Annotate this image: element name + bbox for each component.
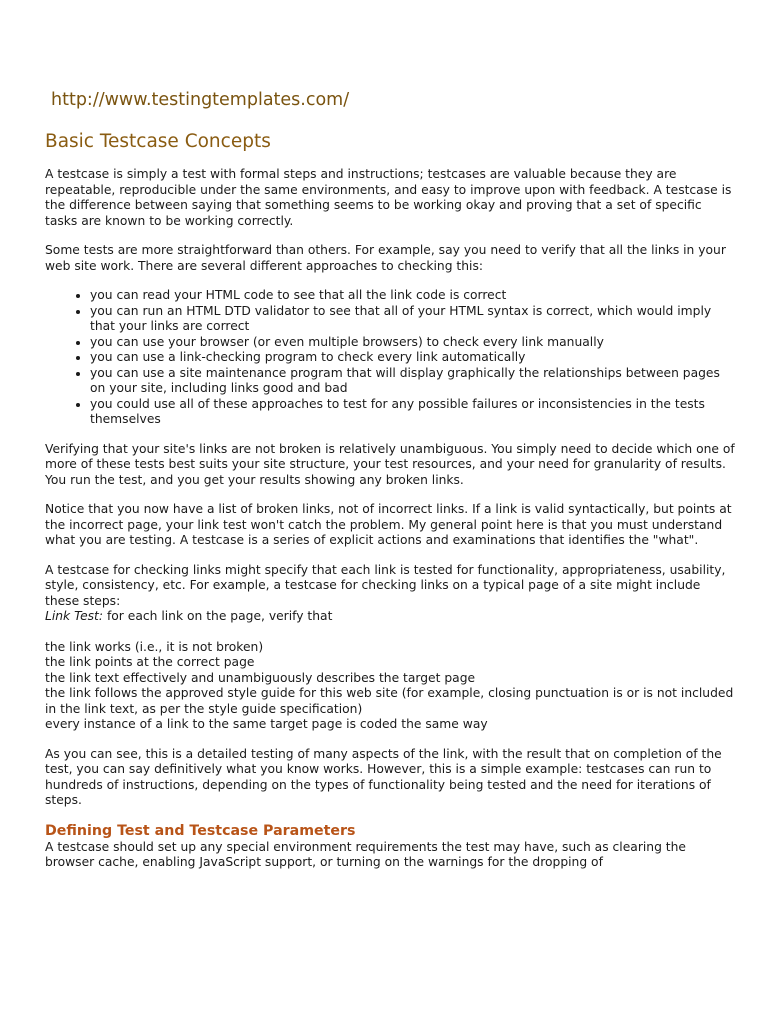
link-checks-list [45, 640, 735, 733]
approaches-list [45, 288, 735, 428]
document-body [45, 167, 735, 871]
list-item: • you can use a site maintenance program that will display graphically the relationships between pages on your site, including links good and bad [90, 366, 735, 397]
list-item: • you can read your HTML code to see that all the link code is correct [90, 288, 735, 304]
page-title: Basic Testcase Concepts [45, 131, 271, 152]
list-item: • you can use a link-checking program to check every link automatically [90, 350, 735, 366]
link-test-label: Link Test: [45, 609, 104, 623]
section-heading: Defining Test and Testcase Parameters [45, 822, 356, 839]
list-item: • you could use all of these approaches to test for any possible failures or inconsistencies in the tests themselves [90, 397, 735, 428]
list-item: the link text effectively and unambiguously describes the target page [45, 670, 476, 685]
list-item: • you can use your browser (or even multiple browsers) to check every link manually [90, 335, 735, 351]
site-url: http://www.testingtemplates.com/ [51, 90, 350, 110]
paragraph-intro: A testcase is simply a test with formal steps and instructions; testcases are valuable because they are repeatable, reproducible under the same environments, and easy to improve upon with feedback. A testcase is the difference between saying that something seems to be working okay and proving that a set of specific tasks are known to be working correctly. [45, 167, 732, 228]
list-item: the link works (i.e., it is not broken) [45, 639, 264, 654]
paragraph-parameters: A testcase should set up any special environment requirements the test may have, such as clearing the browser cache, enabling JavaScript support, or turning on the warnings for the dropping of [45, 839, 686, 869]
list-item: every instance of a link to the same target page is coded the same way [45, 717, 488, 731]
paragraph-verifying: Verifying that your site's links are not broken is relatively unambiguous. You simply need to decide which one of more of these tests best suits your site structure, your test resources, and your need for granularity of results. You run the test, and you get your results showing any broken links. [45, 441, 735, 487]
paragraph-text: A testcase for checking links might specify that each link is tested for functionality, appropriateness, usability, style, consistency, etc. For example, a testcase for checking links on a typical page of a site might include these steps: [45, 562, 726, 608]
list-item: • you can run an HTML DTD validator to see that all of your HTML syntax is correct, which would imply that your links are correct [90, 304, 735, 335]
paragraph-link-testcase [45, 563, 735, 625]
paragraph-approaches: Some tests are more straightforward than others. For example, say you need to verify that all the links in your web site work. There are several different approaches to checking this: [45, 243, 726, 273]
paragraph-summary: As you can see, this is a detailed testing of many aspects of the link, with the result that on completion of the test, you can say definitively what you know works. However, this is a simple example: testcases can run to hundreds of instructions, depending on the types of functionality being tested and the need for iterations of steps. [45, 746, 722, 807]
list-item: the link points at the correct page [45, 655, 255, 669]
link-test-text: for each link on the page, verify that [103, 609, 333, 623]
list-item: the link follows the approved style guide for this web site (for example, closing punctuation is or is not included in the link text, as per the style guide specification) [45, 686, 734, 716]
paragraph-notice: Notice that you now have a list of broken links, not of incorrect links. If a link is valid syntactically, but points at the incorrect page, your link test won't catch the problem. My general point here is that you must understand what you are testing. A testcase is a series of explicit actions and examinations that identifies the "what". [45, 502, 732, 547]
